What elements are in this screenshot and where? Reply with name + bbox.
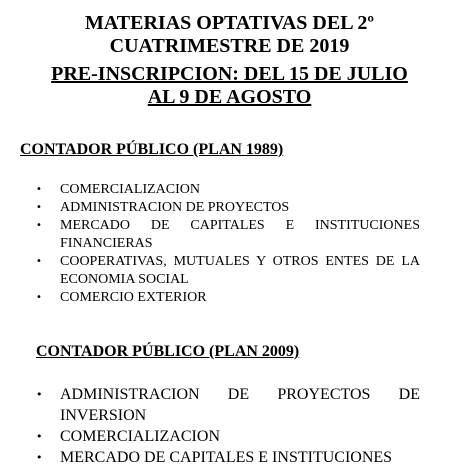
- bullet-icon: •: [36, 451, 43, 464]
- bullet-icon: •: [36, 184, 42, 195]
- list-item: [36, 447, 420, 468]
- section-heading-plan-2009: CONTADOR PÚBLICO (PLAN 2009): [36, 343, 300, 360]
- title-line-1: MATERIAS OPTATIVAS DEL 2º: [84, 12, 375, 34]
- list-item: [36, 289, 420, 307]
- course-name: MERCADO DE CAPITALES E INSTITUCIONES FINANCIERAS: [60, 218, 420, 251]
- preinscription-line-2: AL 9 DE AGOSTO: [147, 86, 312, 108]
- course-name: COOPERATIVAS, MUTUALES Y OTROS ENTES DE LA ECONOMIA SOCIAL: [60, 254, 420, 287]
- section-heading-plan-1989: CONTADOR PÚBLICO (PLAN 1989): [20, 141, 284, 158]
- preinscription-line-1: PRE-INSCRIPCION: DEL 15 DE JULIO: [51, 63, 408, 85]
- bullet-icon: •: [36, 256, 42, 267]
- course-name: COMERCIALIZACION: [60, 182, 200, 197]
- list-item: [36, 217, 420, 253]
- bullet-icon: •: [36, 220, 42, 231]
- course-name: MERCADO DE CAPITALES E INSTITUCIONES: [60, 449, 393, 466]
- course-list-plan-2009: [36, 384, 420, 468]
- bullet-icon: •: [36, 292, 42, 303]
- list-item: [36, 253, 420, 289]
- list-item: [36, 426, 420, 447]
- bullet-icon: •: [36, 388, 43, 401]
- course-name: ADMINISTRACION DE PROYECTOS: [60, 200, 290, 215]
- course-name: COMERCIO EXTERIOR: [60, 290, 207, 305]
- bullet-icon: •: [36, 202, 42, 213]
- course-list-plan-1989: [36, 181, 420, 307]
- list-item: [36, 199, 420, 217]
- list-item: [36, 181, 420, 199]
- title-line-2: CUATRIMESTRE DE 2019: [109, 35, 350, 57]
- list-item: [36, 384, 420, 426]
- course-name: ADMINISTRACION DE PROYECTOS DE INVERSION: [60, 386, 420, 424]
- course-name: COMERCIALIZACION: [60, 428, 220, 445]
- bullet-icon: •: [36, 430, 43, 443]
